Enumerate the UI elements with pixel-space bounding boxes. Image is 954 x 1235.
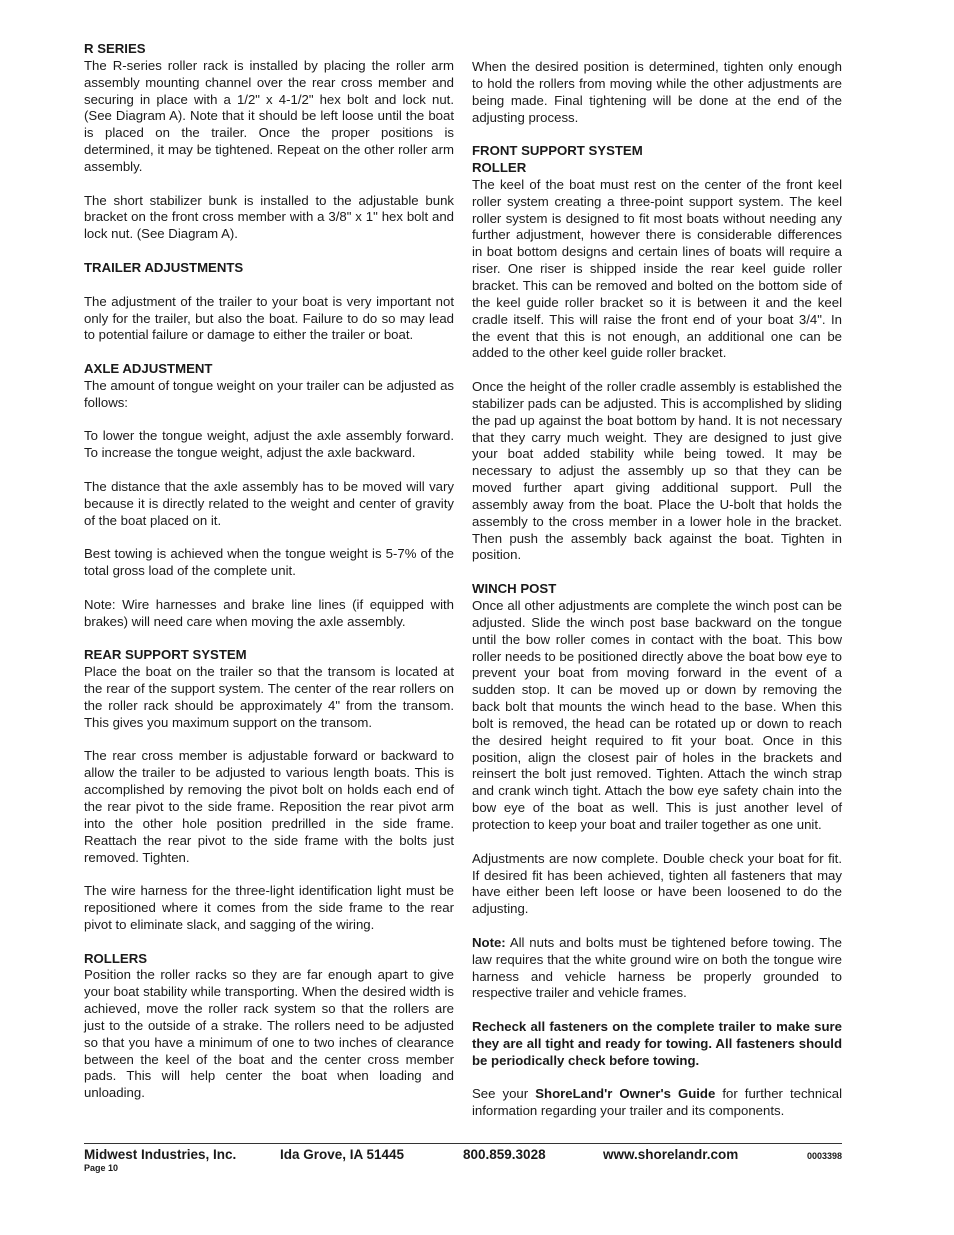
see-suffix: for further technical information regarding your trailer and its components. bbox=[472, 1086, 843, 1119]
axle-paragraph-2: To lower the tongue weight, adjust the axle assembly forward. To increase the tongue weight, adjust the axle backward. bbox=[84, 428, 454, 461]
winch-post-paragraph-1: Once all other adjustments are complete the winch post can be adjusted. Slide the winch post base backward on the tongue until the bow roller comes in contact with the boat. This bow roller needs to be positioned directly above the boat bow eye to prevent your boat from moving forward in the event of a sudden stop. It can be moved up or down by removing the back bolt that mounts the winch head to the base. When this bolt is removed, the head can be rotated up or down to reach the desired height required to fit your boat. Once in this position, align the closest pair of holes in the brackets and reinsert the bolt just removed. Tighten. Attach the winch strap and crank winch tight. Attach the bow eye safety chain into the bow eye of the boat as well. This is just another level of protection to keep your boat and trailer together as one unit. bbox=[472, 598, 842, 832]
axle-paragraph-1: The amount of tongue weight on your trailer can be adjusted as follows: bbox=[84, 377, 454, 410]
rear-support-heading: REAR SUPPORT SYSTEM bbox=[84, 647, 247, 663]
footer-company: Midwest Industries, Inc. bbox=[84, 1147, 237, 1162]
note-paragraph bbox=[472, 935, 842, 1002]
note-label: Note: bbox=[472, 934, 506, 950]
footer bbox=[84, 1147, 842, 1165]
rollers-heading: ROLLERS bbox=[84, 950, 148, 966]
right-column bbox=[472, 59, 842, 1120]
rollers-paragraph: Position the roller racks so they are far enough apart to give your boat stability while transporting. When the desired width is achieved, move the roller rack system so that the rollers are just to the outside of a strake. The rollers need to be adjusted so that you have a minimum of one to two inches of clearance between the keel of the boat and the center cross member pads. This will help center the boat when loading and unloading. bbox=[84, 967, 454, 1101]
see-prefix: See your bbox=[472, 1086, 536, 1102]
owners-guide-paragraph bbox=[472, 1086, 842, 1120]
winch-post-paragraph-2: Adjustments are now complete. Double check your boat for fit. If desired fit has been achieved, tighten all fasteners that may have either been left loose or have been loosened to do the adjusting. bbox=[472, 850, 842, 917]
front-support-paragraph-1: The keel of the boat must rest on the center of the front keel roller system creating a three-point support system. The keel roller system is designed to fit most boats without needing any further adjustment, however there is considerable differences in boat bottom designs and certain lines of boats will require a riser. One riser is shipped inside the rear keel guide roller bracket. This can be removed and bolted on the bottom side of the keel guide roller bracket so it is between it and the keel cradle itself. This will raise the front end of your boat 3/4". In the event that this is not enough, an additional one can be added to the other keel guide roller bracket. bbox=[472, 176, 842, 361]
rollers-continued-paragraph: When the desired position is determined, tighten only enough to hold the rollers from moving while the other adjustments are being made. Final tightening will be done at the end of the adjusting process. bbox=[472, 59, 842, 125]
trailer-adjustments-heading: TRAILER ADJUSTMENTS bbox=[84, 259, 244, 275]
page-number: Page 10 bbox=[84, 1163, 119, 1173]
rear-support-paragraph-2: The rear cross member is adjustable forward or backward to allow the trailer to be adjusted to various length boats. This is accomplished by removing the pivot bolt on holds each end of the rear pivot to the side frame. Reposition the rear pivot arm into the other hole position predrilled in the side frame. Reattach the rear pivot to the side frame with the bolts just removed. Tighten. bbox=[84, 748, 454, 865]
footer-city: Ida Grove, IA 51445 bbox=[280, 1147, 405, 1162]
footer-website: www.shorelandr.com bbox=[603, 1147, 739, 1162]
front-support-paragraph-2: Once the height of the roller cradle assembly is established the stabilizer pads can be adjusted. This is accomplished by sliding the pad up against the boat bottom by hand. It is not necessary that they carry much weight. They are designed to just give your boat added stability while being towed. It may be necessary to adjust the assembly up so that they can be moved further apart giving additional support. Pull the assembly away from the boat. Place the U-bolt that holds the assembly to the cross member in a lower hole in the bracket. Then push the assembly back against the boat. Tighten in position. bbox=[472, 379, 842, 563]
axle-paragraph-4: Best towing is achieved when the tongue weight is 5-7% of the total gross load of the complete unit. bbox=[84, 546, 454, 579]
trailer-adjustments-paragraph: The adjustment of the trailer to your boat is very important not only for the trailer, but also the boat. Failure to do so may lead to potential failure or damage to either the trailer or boat. bbox=[84, 293, 454, 343]
roller-subheading: ROLLER bbox=[472, 160, 527, 176]
footer-divider bbox=[84, 1143, 842, 1144]
rear-support-paragraph-3: The wire harness for the three-light identification light must be repositioned where it comes from the side frame to the rear pivot to eliminate slack, and sagging of the wiring. bbox=[84, 883, 454, 932]
rear-support-paragraph-1: Place the boat on the trailer so that the transom is located at the rear of the support system. The center of the rear rollers on the roller rack should be approximately 4" from the transom. This gives you maximum support on the transom. bbox=[84, 664, 454, 730]
footer-phone: 800.859.3028 bbox=[463, 1147, 546, 1162]
footer-document-code: 0003398 bbox=[806, 1151, 842, 1161]
owners-guide-title: ShoreLand'r Owner's Guide bbox=[535, 1086, 716, 1102]
r-series-heading: R SERIES bbox=[84, 41, 146, 56]
note-text: All nuts and bolts must be tightened before towing. The law requires that the white ground wire on both the tongue wire harness and vehicle harness be properly grounded to respective trailer and vehicle frames. bbox=[472, 934, 842, 1001]
axle-paragraph-5: Note: Wire harnesses and brake line lines (if equipped with brakes) will need care when moving the axle assembly. bbox=[84, 596, 454, 629]
axle-paragraph-3: The distance that the axle assembly has to be moved will vary because it is directly related to the weight and center of gravity of the boat placed on it. bbox=[84, 478, 454, 528]
left-column bbox=[84, 41, 454, 1102]
r-series-paragraph-1: The R-series roller rack is installed by placing the roller arm assembly mounting channel over the rear cross member and securing in place with a 1/2" x 4-1/2" hex bolt and lock nut. (See Diagram A). Note that it should be left loose until the boat is placed on the trailer. Once the proper positions is determined, it may be tightened. Repeat on the other roller arm assembly. bbox=[84, 57, 454, 174]
recheck-warning: Recheck all fasteners on the complete trailer to make sure they are all tight and ready for towing. All fasteners should be periodically check before towing. bbox=[472, 1019, 842, 1068]
axle-adjustment-heading: AXLE ADJUSTMENT bbox=[84, 361, 213, 377]
winch-post-heading: WINCH POST bbox=[472, 581, 557, 597]
r-series-paragraph-2: The short stabilizer bunk is installed to the adjustable bunk bracket on the front cross member with a 3/8" x 1" hex bolt and lock nut. (See Diagram A). bbox=[84, 192, 454, 242]
front-support-heading: FRONT SUPPORT SYSTEM bbox=[472, 143, 643, 159]
